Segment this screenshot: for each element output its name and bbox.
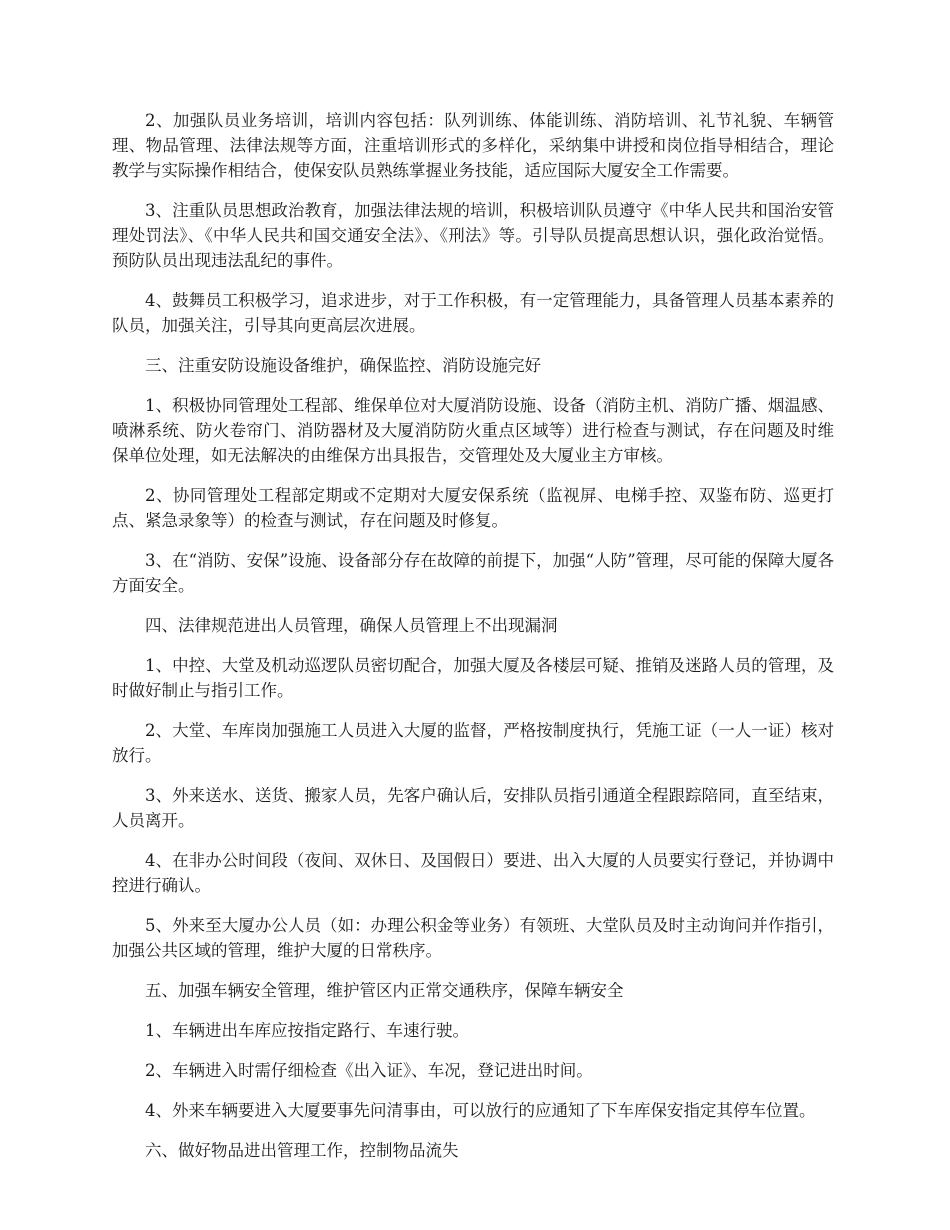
paragraph: 2、加强队员业务培训，培训内容包括：队列训练、体能训练、消防培训、礼节礼貌、车辆管理、物品管理、法律法规等方面，注重培训形式的多样化，采纳集中讲授和岗位指导相结合，理论教学与实际操作相结合，使保安队员熟练掌握业务技能，适应国际大厦安全工作需要。	[112, 111, 834, 180]
paragraph: 1、车辆进出车库应按指定路行、车速行驶。	[145, 1021, 469, 1040]
document-body	[112, 108, 834, 1178]
paragraph: 3、在“消防、安保”设施、设备部分存在故障的前提下，加强“人防”管理，尽可能的保障大厦各方面安全。	[112, 551, 834, 595]
section-heading: 五、加强车辆安全管理，维护管区内正常交通秩序，保障车辆安全	[145, 981, 624, 1000]
paragraph: 3、外来送水、送货、搬家人员，先客户确认后，安排队员指引通道全程跟踪陪同，直至结束，人员离开。	[112, 786, 834, 830]
paragraph: 1、中控、大堂及机动巡逻队员密切配合，加强大厦及各楼层可疑、推销及迷路人员的管理，及时做好制止与指引工作。	[112, 656, 834, 700]
paragraph: 1、积极协同管理处工程部、维保单位对大厦消防设施、设备（消防主机、消防广播、烟温感、喷淋系统、防火卷帘门、消防器材及大厦消防防火重点区域等）进行检查与测试，存在问题及时维保单位处理，如无法解决的由维保方出具报告，交管理处及大厦业主方审核。	[112, 396, 834, 465]
paragraph: 4、鼓舞员工积极学习，追求进步，对于工作积极，有一定管理能力，具备管理人员基本素养的队员，加强关注，引导其向更高层次进展。	[112, 291, 834, 335]
paragraph: 4、外来车辆要进入大厦要事先问清事由，可以放行的应通知了下车库保安指定其停车位置。	[145, 1101, 816, 1120]
paragraph: 2、协同管理处工程部定期或不定期对大厦安保系统（监视屏、电梯手控、双鉴布防、巡更打点、紧急录象等）的检查与测试，存在问题及时修复。	[112, 486, 834, 530]
section-heading: 三、注重安防设施设备维护，确保监控、消防设施完好	[145, 356, 541, 375]
paragraph: 3、注重队员思想政治教育，加强法律法规的培训，积极培训队员遵守《中华人民共和国治安管理处罚法》、《中华人民共和国交通安全法》、《刑法》等。引导队员提高思想认识，强化政治觉悟。预防队员出现违法乱纪的事件。	[112, 201, 834, 270]
paragraph: 5、外来至大厦办公人员（如：办理公积金等业务）有领班、大堂队员及时主动询问并作指引，加强公共区域的管理，维护大厦的日常秩序。	[112, 916, 834, 960]
section-heading: 六、做好物品进出管理工作，控制物品流失	[145, 1141, 459, 1160]
paragraph: 4、在非办公时间段（夜间、双休日、及国假日）要进、出入大厦的人员要实行登记，并协调中控进行确认。	[112, 851, 834, 895]
paragraph: 2、大堂、车库岗加强施工人员进入大厦的监督，严格按制度执行，凭施工证（一人一证）核对放行。	[112, 721, 834, 765]
section-heading: 四、法律规范进出人员管理，确保人员管理上不出现漏洞	[145, 616, 558, 635]
paragraph: 2、车辆进入时需仔细检查《出入证》、车况，登记进出时间。	[145, 1061, 593, 1080]
